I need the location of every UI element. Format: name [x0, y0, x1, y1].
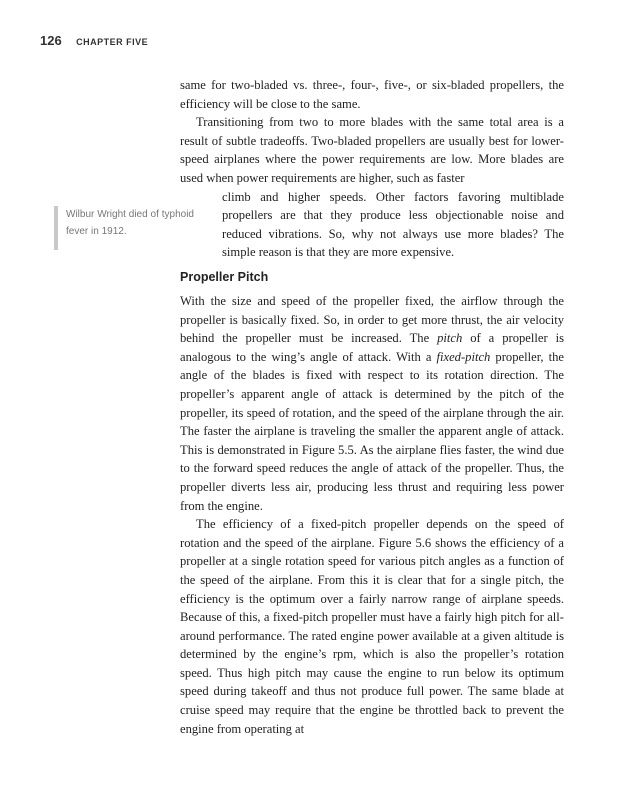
- section-text: [180, 292, 564, 738]
- intro-paragraph-2-wrapped: climb and higher speeds. Other factors favoring multiblade propellers are that they produce less objectionable noise and reduced vibrations. So, why not always use more blades? The simple reason is that they are more expensive.: [222, 189, 564, 260]
- section-heading: Propeller Pitch: [180, 270, 269, 284]
- text-span: propeller, the angle of the blades is fixed with respect to its rotation direction. The propeller’s apparent angle of attack is determined by the pitch of the propeller, its speed of rotation, and the speed of the airplane through the air. The faster the airplane is traveling the smaller the apparent angle of attack. This is demonstrated in Figure 5.5. As the airplane flies faster, the wind due to the forward speed reduces the angle of attack of the propeller. Thus, the propeller diverts less air, producing less thrust and requiring less power from the engine.: [180, 349, 564, 513]
- section-paragraph-2: The efficiency of a fixed-pitch propeller depends on the speed of rotation and the speed of the airplane. Figure 5.6 shows the efficiency of a propeller at a single rotation speed for various pitch angles as a function of the speed of the airplane. From this it is clear that for a single pitch, the efficiency is the optimum over a fairly narrow range of airplane speeds. Because of this, a fixed-pitch propeller must have a fairly high pitch for all-around performance. The rated engine power available at a given altitude is determined by the engine’s rpm, which is also the propeller’s rotation speed. Thus high pitch may cause the engine to run below its optimum speed during takeoff and thus not produce full power. The same blade at cruise speed may require that the engine be throttled back to prevent the engine from operating at: [180, 517, 564, 736]
- sidebar-note: Wilbur Wright died of typhoid fever in 1912.: [54, 206, 194, 250]
- intro-text: [180, 76, 564, 262]
- section-paragraph-1: [180, 292, 564, 515]
- pitch-term: pitch: [437, 331, 463, 346]
- page-number: 126: [40, 33, 62, 48]
- intro-paragraph-1: same for two-bladed vs. three-, four-, five-, or six-bladed propellers, the efficiency will be close to the same.: [180, 78, 564, 111]
- text-span: of a propeller is analogous to the wing’s angle of attack. With a: [180, 331, 565, 364]
- fixed-pitch-term: fixed-pitch: [436, 349, 491, 364]
- intro-paragraph-2: Transitioning from two to more blades with the same total area is a result of subtle tradeoffs. Two-bladed propellers are usually best for lower-speed airplanes where the power requirements are low. More blades are used when power requirements are higher, such as faster: [180, 115, 564, 185]
- running-header: [40, 32, 148, 50]
- text-span: With the size and speed of the propeller fixed, the airflow through the propeller is basically fixed. So, in order to get more thrust, the air velocity behind the propeller must be increased. The: [180, 294, 564, 346]
- chapter-label: CHAPTER FIVE: [76, 37, 149, 47]
